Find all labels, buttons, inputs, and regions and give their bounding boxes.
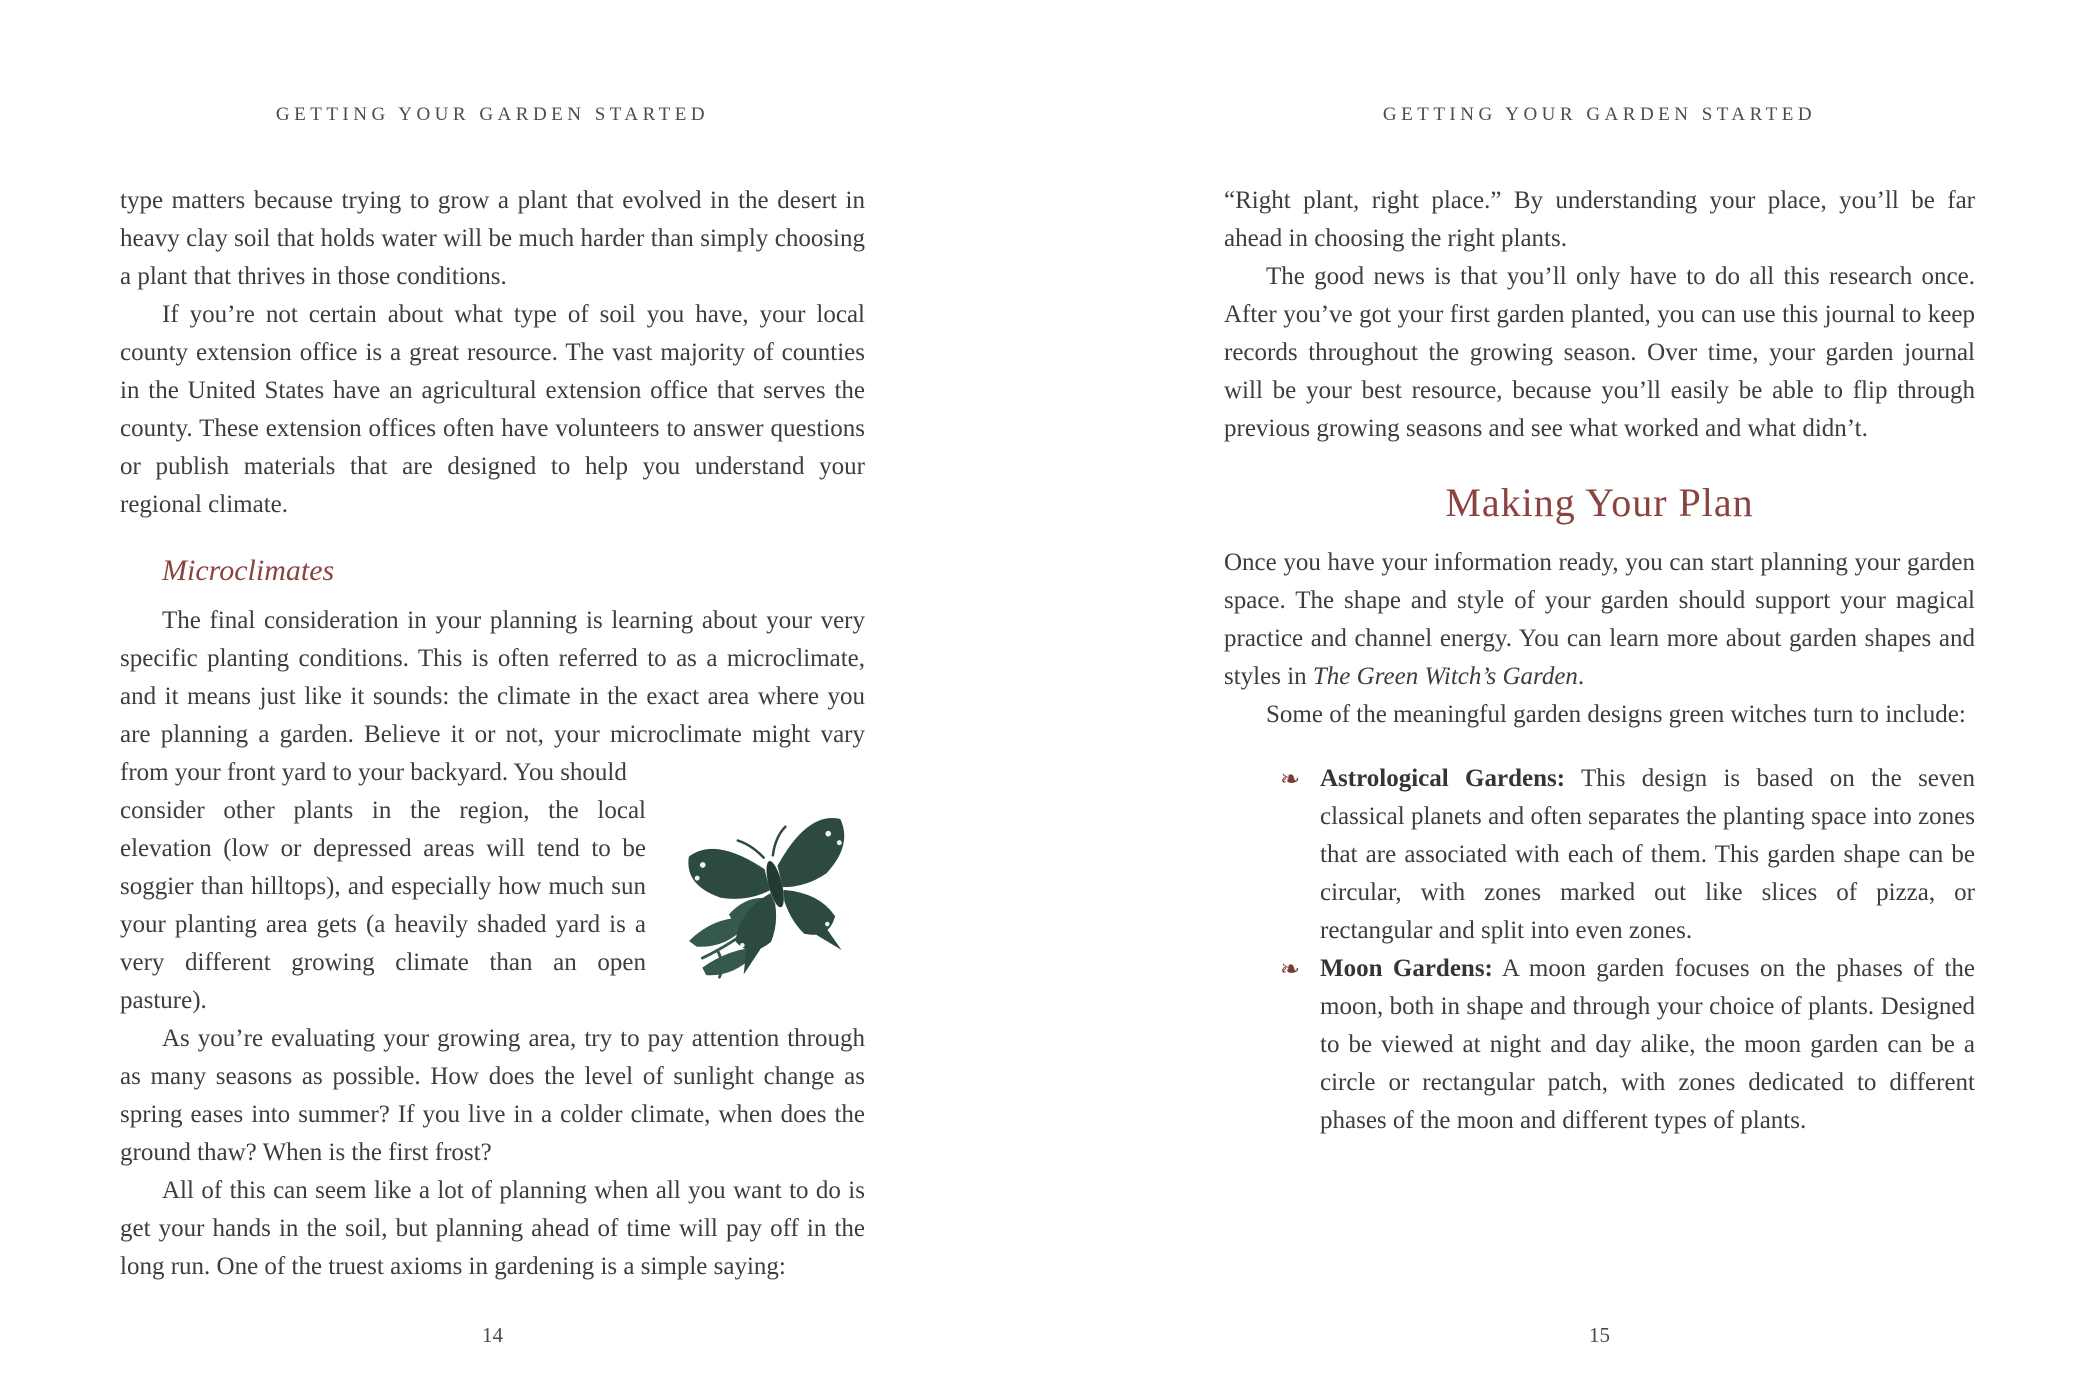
list-item-text: A moon garden focuses on the phases of the moon, both in shape and through your choice of plants. Designed to be viewed at night and day alike, the moon garden can be a circle or rectangular patch, with zones dedicated to different phases of the moon and different types of plants. bbox=[1320, 955, 1976, 1134]
list-item-label: Astrological Gardens: bbox=[1320, 765, 1566, 792]
paragraph-text: . bbox=[1577, 663, 1585, 690]
text-wrap-region bbox=[120, 792, 865, 1172]
book-title: The Green Witch’s Garden bbox=[1312, 663, 1578, 690]
paragraph: type matters because trying to grow a plant that evolved in the desert in heavy clay soil that holds water will be much harder than simply choosing a plant that thrives in those conditions. bbox=[120, 187, 865, 290]
paragraph: The final consideration in your planning is learning about your very specific planting conditions. This is often referred to as a microclimate, and it means just like it sounds: the climate in the exact area where you are planning a garden. Believe it or not, your microclimate might vary from your front yard to your backyard. You should bbox=[120, 607, 865, 786]
paragraph: All of this can seem like a lot of planning when all you want to do is get your hands in the soil, but planning ahead of time will pay off in the long run. One of the truest axioms in gardening is a simple saying: bbox=[120, 1177, 865, 1280]
section-subheading: Microclimates bbox=[162, 554, 335, 587]
page-number: 15 bbox=[1589, 1323, 1610, 1347]
paragraph: consider other plants in the region, the local elevation (low or depressed areas will tend to be soggier than hilltops), and especially how much sun your planting area gets (a heavily shaded yard is a very different growing climate than an open pasture). bbox=[120, 797, 646, 1014]
paragraph: “Right plant, right place.” By understanding your place, you’ll be far ahead in choosing the right plants. bbox=[1224, 187, 1975, 252]
leaf-bullet-icon: ❧ bbox=[1280, 767, 1301, 793]
right-page-body bbox=[1224, 182, 1975, 1140]
paragraph-text: Once you have your information ready, you can start planning your garden space. The shape and style of your garden should support your magical practice and channel energy. You can learn more about garden shapes and styles in bbox=[1224, 549, 1975, 690]
page-number: 14 bbox=[482, 1323, 503, 1347]
butterfly-icon bbox=[670, 796, 865, 986]
list-item-moon-gardens bbox=[1224, 950, 1975, 1140]
butterfly-illustration bbox=[670, 796, 865, 986]
list-item-astrological-gardens bbox=[1224, 760, 1975, 950]
garden-designs-list bbox=[1224, 760, 1975, 1140]
paragraph: The good news is that you’ll only have to do all this research once. After you’ve got your first garden planted, you can use this journal to keep records throughout the growing season. Over time, your garden journal will be your best resource, because you’ll easily be able to flip through previous growing seasons and see what worked and what didn’t. bbox=[1224, 263, 1975, 442]
leaf-bullet-icon: ❧ bbox=[1280, 957, 1301, 983]
page-right bbox=[1050, 0, 2100, 1400]
section-heading: Making Your Plan bbox=[1445, 480, 1754, 525]
list-item-label: Moon Gardens: bbox=[1320, 955, 1493, 982]
paragraph: As you’re evaluating your growing area, try to pay attention through as many seasons as possible. How does the level of sunlight change as spring eases into summer? If you live in a colder climate, when does the ground thaw? When is the first frost? bbox=[120, 1025, 865, 1166]
paragraph: If you’re not certain about what type of soil you have, your local county extension office is a great resource. The vast majority of counties in the United States have an agricultural extension office that serves the county. These extension offices often have volunteers to answer questions or publish materials that are designed to help you understand your regional climate. bbox=[120, 301, 865, 518]
running-header: GETTING YOUR GARDEN STARTED bbox=[1382, 104, 1817, 125]
running-header: GETTING YOUR GARDEN STARTED bbox=[275, 104, 710, 125]
paragraph bbox=[1224, 544, 1975, 696]
list-item-text: This design is based on the seven classical planets and often separates the planting space into zones that are associated with each of them. This garden shape can be circular, with zones marked out like slices of pizza, or rectangular and split into even zones. bbox=[1320, 765, 1975, 944]
paragraph: Some of the meaningful garden designs green witches turn to include: bbox=[1266, 701, 1966, 728]
left-page-body bbox=[120, 182, 865, 1286]
